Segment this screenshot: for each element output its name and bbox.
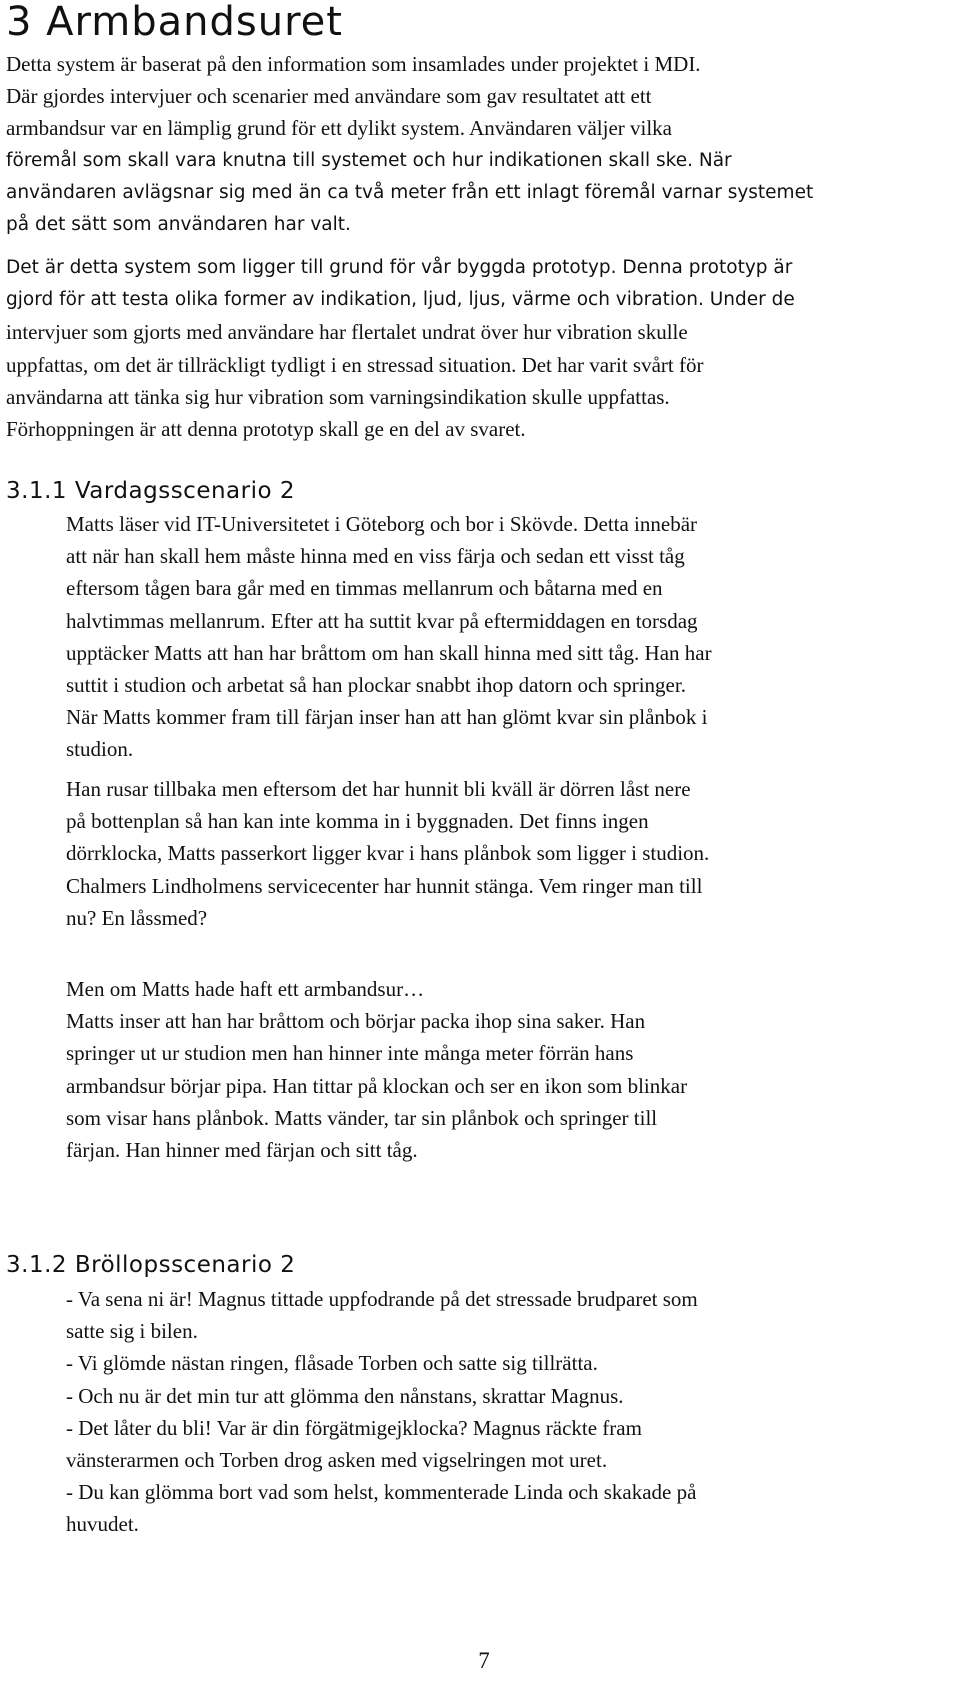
text-line: Han rusar tillbaka men eftersom det har hunnit bli kväll är dörren låst nere [66, 777, 691, 801]
text-line: satte sig i bilen. [66, 1319, 198, 1344]
text-line: studion. [66, 737, 134, 762]
text-line: Där gjordes intervjuer och scenarier med användare som gav resultatet att ett [6, 84, 652, 109]
section-heading-3-1-2: 3.1.2 Bröllopsscenario 2 [6, 1252, 296, 1278]
text-line: intervjuer som gjorts med användare har flertalet undrat över hur vibration skulle [6, 320, 688, 345]
text-line: användarna att tänka sig hur vibration som varningsindikation skulle uppfattas. [6, 384, 670, 409]
text-line: - Du kan glömma bort vad som helst, kommenterade Linda och skakade på [66, 1480, 697, 1505]
page-number: 7 [478, 1648, 490, 1673]
text-line: på det sätt som användaren har valt. [6, 214, 351, 236]
text-line: Men om Matts hade haft ett armbandsur… [66, 977, 425, 1001]
text-line: - Det låter du bli! Var är din förgätmigejklocka? Magnus räckte fram [66, 1415, 642, 1440]
scenario-paragraph-1 [66, 508, 712, 766]
text-line: dörrklocka, Matts passerkort ligger kvar i hans plånbok som ligger i studion. [66, 841, 710, 866]
text-line: användaren avlägsnar sig med än ca två meter från ett inlagt föremål varnar systemet [6, 181, 814, 203]
scenario-paragraph-3 [66, 973, 687, 1166]
prototype-paragraph [6, 252, 795, 445]
chapter-heading: 3 Armbandsuret [6, 0, 343, 45]
text-line: eftersom tågen bara går med en timmas mellanrum och båtarna med en [66, 576, 663, 601]
text-line: färjan. Han hinner med färjan och sitt tåg. [66, 1138, 418, 1163]
text-line: Matts läser vid IT-Universitetet i Göteborg och bor i Skövde. Detta innebär [66, 512, 698, 536]
text-line: Matts inser att han har bråttom och börjar packa ihop sina saker. Han [66, 1009, 646, 1034]
text-line: upptäcker Matts att han har bråttom om han skall hinna med sitt tåg. Han har [66, 640, 712, 665]
text-line: Detta system är baserat på den information som insamlades under projektet i MDI. [6, 52, 701, 76]
intro-paragraph [6, 48, 813, 241]
text-line: armbandsur börjar pipa. Han tittar på klockan och ser en ikon som blinkar [66, 1073, 688, 1098]
text-line: huvudet. [66, 1512, 139, 1537]
text-line: suttit i studion och arbetat så han plockar snabbt ihop datorn och springer. [66, 673, 686, 698]
text-line: armbandsur var en lämplig grund för ett dylikt system. Användaren väljer vilka [6, 116, 672, 141]
text-line: uppfattas, om det är tillräckligt tydligt i en stressad situation. Det har varit svårt för [6, 352, 704, 377]
text-line: Det är detta system som ligger till grund för vår byggda prototyp. Denna prototyp är [6, 257, 793, 278]
text-line: att när han skall hem måste hinna med en viss färja och sedan ett visst tåg [66, 544, 685, 569]
text-line: på bottenplan så han kan inte komma in i byggnaden. Det finns ingen [66, 809, 649, 834]
text-line: - Vi glömde nästan ringen, flåsade Torben och satte sig tillrätta. [66, 1351, 598, 1376]
scenario-paragraph-2 [66, 773, 709, 934]
text-line: vänsterarmen och Torben drog asken med vigselringen mot uret. [66, 1448, 608, 1473]
text-line: När Matts kommer fram till färjan inser han att han glömt kvar sin plånbok i [66, 705, 708, 730]
wedding-scenario-paragraph [66, 1283, 698, 1541]
text-line: föremål som skall vara knutna till systemet och hur indikationen skall ske. När [6, 149, 732, 171]
text-line: halvtimmas mellanrum. Efter att ha suttit kvar på eftermiddagen en torsdag [66, 608, 698, 633]
text-line: som visar hans plånbok. Matts vänder, tar sin plånbok och springer till [66, 1105, 658, 1130]
text-line: - Va sena ni är! Magnus tittade uppfodrande på det stressade brudparet som [66, 1287, 698, 1311]
section-heading-3-1-1: 3.1.1 Vardagsscenario 2 [6, 478, 296, 504]
text-line: springer ut ur studion men han hinner inte många meter förrän hans [66, 1041, 634, 1066]
text-line: - Och nu är det min tur att glömma den nånstans, skrattar Magnus. [66, 1383, 624, 1408]
text-line: Förhoppningen är att denna prototyp skall ge en del av svaret. [6, 417, 526, 442]
text-line: nu? En låssmed? [66, 905, 208, 930]
text-line: gjord för att testa olika former av indikation, ljud, ljus, värme och vibration. Under de [6, 289, 795, 311]
text-line: Chalmers Lindholmens servicecenter har hunnit stänga. Vem ringer man till [66, 873, 703, 898]
